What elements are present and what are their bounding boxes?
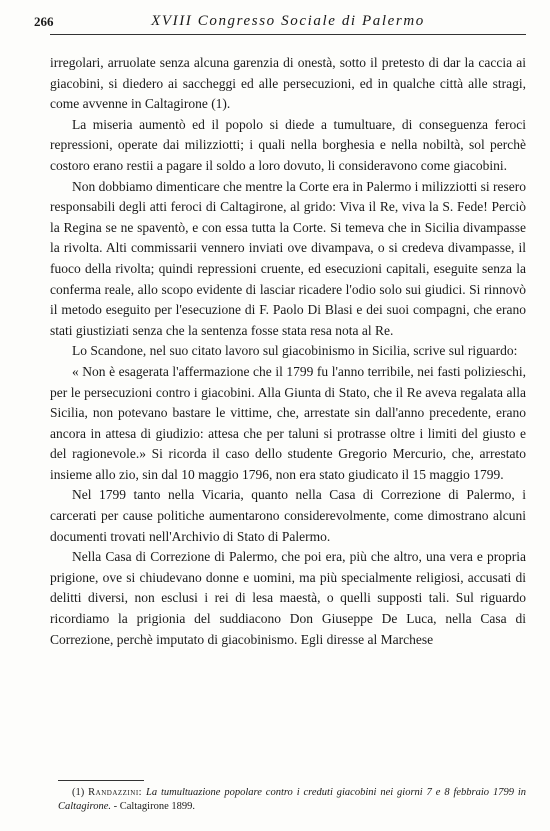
paragraph: Nel 1799 tanto nella Vicaria, quanto nella Casa di Correzione di Palermo, i carcerati per cause politiche aumentarono considerevolmente, come dimostrano alcuni documenti trovati nell'Archivio di Stato di Palermo. bbox=[50, 487, 526, 544]
footnote-author: Randazzini: bbox=[88, 787, 143, 798]
footnote-title: La tumultuazione popolare contro i creduti giacobini nei giorni 7 e 8 febbraio 1799 in Caltagirone. bbox=[58, 787, 527, 812]
footnote-marker: (1) bbox=[72, 787, 85, 798]
footnote-divider bbox=[58, 780, 144, 781]
document-page bbox=[34, 10, 527, 820]
page-number: 266 bbox=[34, 14, 54, 29]
page-header bbox=[34, 10, 526, 35]
footnote-publication: - Caltagirone 1899. bbox=[113, 801, 195, 812]
paragraph: La miseria aumentò ed il popolo si diede a tumultuare, di conseguenza feroci repressioni, operate dai milizziotti; i quali nella borghesia e nella nobiltà, sol perchè costoro erano restii a pagare il soldo a loro dovuto, li consideravono come giacobini. bbox=[50, 116, 526, 173]
running-title: XVIII Congresso Sociale di Palermo bbox=[151, 13, 425, 29]
paragraph: Lo Scandone, nel suo citato lavoro sul giacobinismo in Sicilia, scrive sul riguardo: bbox=[72, 343, 518, 359]
quoted-paragraph: « Non è esagerata l'affermazione che il 1799 fu l'anno terribile, nei fasti polizieschi, per le persecuzioni contro i giacobini. Alla Giunta di Stato, che il Re aveva regalata alla Sicilia, non potevano bastare le vittime, che, arrestate sin dall'anno precedente, erano ancora in attesa di giudizio: attesa che per taluni si protrasse oltre i limiti del giusto e del ragionevole.» Si ricorda il caso dello studente Gregorio Mercurio, che, arrestato insieme allo zio, sin dal 10 maggio 1796, non era stato giudicato il 15 maggio 1799. bbox=[50, 363, 526, 482]
body-text bbox=[50, 53, 526, 650]
paragraph: Nella Casa di Correzione di Palermo, che poi era, più che altro, una vera e propria prigione, ove si chiudevano donne e uomini, ma più specialmente religiosi, accusati di delitti diversi, non esclusi i rei di lesa maestà, o quelli supposti tali. Sul riguardo ricordiamo la prigionia del suddiacono Don Giuseppe De Luca, nella Casa di Correzione, perchè imputato di giacobinismo. Egli diresse al Marchese bbox=[50, 549, 526, 647]
paragraph: Non dobbiamo dimenticare che mentre la Corte era in Palermo i milizziotti si resero responsabili degli atti feroci di Caltagirone, al grido: Viva il Re, viva la S. Fede! Perciò la Regina se ne spaventò, e con essa tutta la Corte. Si temeva che in Sicilia divampasse la rivolta. Alti commissarii vennero inviati ove divampava, o si credeva divampasse, il fuoco della rivolta; quindi repressioni cruente, ed esecuzioni capitali, eseguite senza la conferma reale, allo scopo evidente di lasciar ricadere l'odio solo sui giudici. Si rinnovò il metodo eseguito per l'esecuzione di F. Paolo Di Blasi e dei suoi compagni, che erano stati giustiziati senza che la sentenza fosse stata resa nota al Re. bbox=[50, 178, 526, 338]
footnote bbox=[58, 786, 526, 814]
paragraph: irregolari, arruolate senza alcuna garenzia di onestà, sotto il pretesto di dar la caccia ai giacobini, si diedero ai saccheggi ed alle persecuzioni, ed in qualche città alle stragi, come avvenne in Caltagirone (1). bbox=[50, 55, 526, 112]
